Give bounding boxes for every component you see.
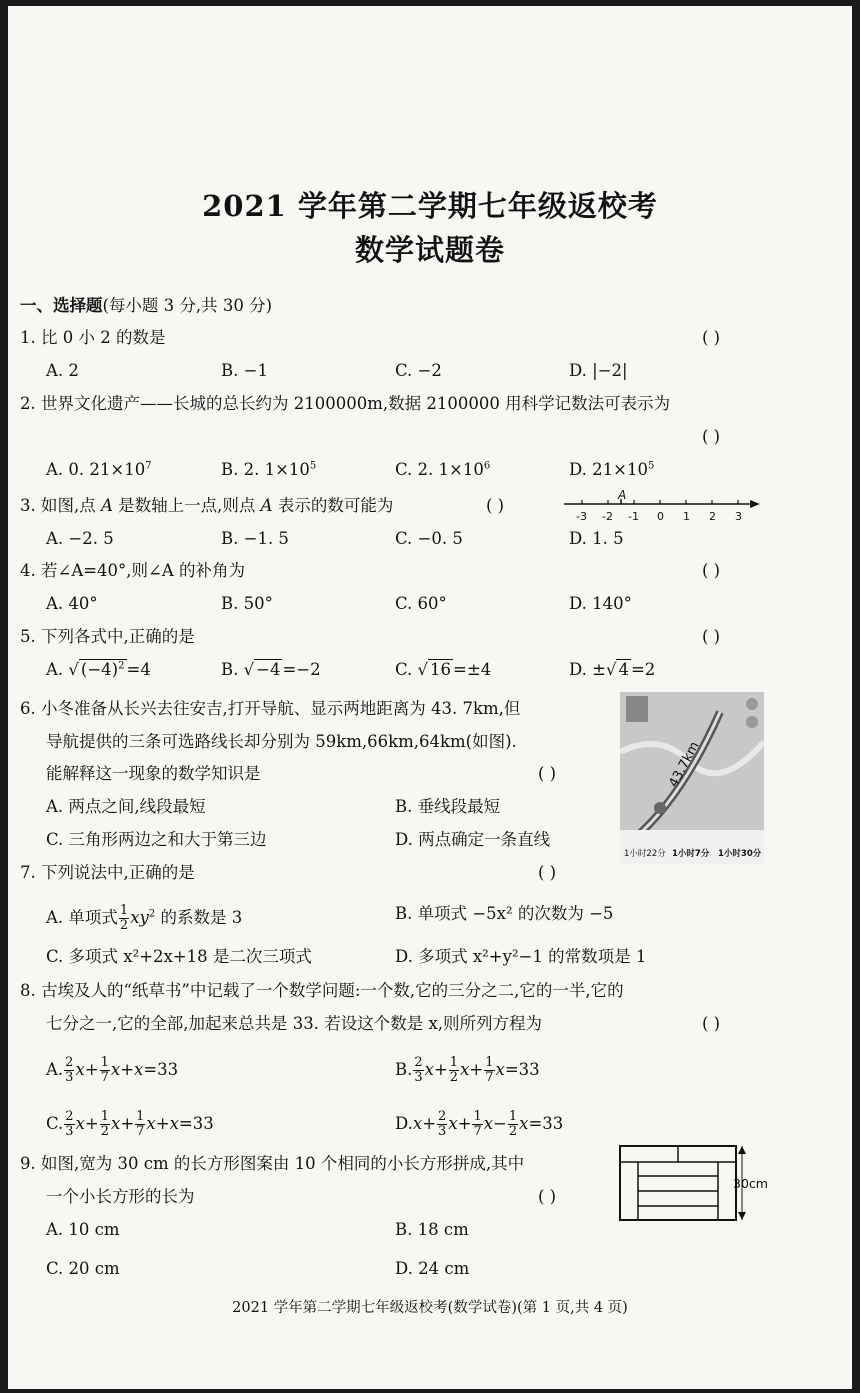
q5-stem: 5. 下列各式中,正确的是 <box>20 627 195 646</box>
q3-option-d: D. 1. 5 <box>569 529 624 548</box>
q6-stem-line2: 导航提供的三条可选路线长却分别为 59km,66km,64km(如图). <box>46 732 517 751</box>
q9-rectangle-figure <box>616 1144 776 1224</box>
q6-option-c: C. 三角形两边之和大于第三边 <box>46 830 267 849</box>
q3-stem: 3. 如图,点 A 是数轴上一点,则点 A 表示的数可能为 <box>20 496 394 515</box>
axis-arrow <box>750 500 760 508</box>
page-footer: 2021 学年第二学期七年级返校考(数学试卷)(第 1 页,共 4 页) <box>232 1300 628 1316</box>
q7-option-a: A. 单项式 $\frac{1}{2}$ $xy^2$ 的系数是 3 <box>46 903 243 933</box>
q8-stem-line2: 七分之一,它的全部,加起来总共是 33. 若设这个数是 x,则所列方程为 <box>46 1014 543 1033</box>
q5-option-c: C. √ 16 =±4 <box>395 660 492 679</box>
q2-option-a: A. 0. $21\times 10^7$ <box>46 460 152 479</box>
map-time-1: 1小时22分 <box>624 849 666 859</box>
q9-option-b: B. 18 cm <box>395 1220 469 1239</box>
point-a-label: A <box>618 490 627 502</box>
q2-option-c: C. 2. $1\times 10^6$ <box>395 460 491 479</box>
q6-option-b: B. 垂线段最短 <box>395 797 501 816</box>
q8-stem-line1: 8. 古埃及人的“纸草书”中记载了一个数学问题:一个数,它的三分之二,它的一半,它的 <box>20 981 624 1000</box>
q2-stem: 2. 世界文化遗产——长城的总长约为 2100000m,数据 2100000 用科学记数法可表示为 <box>20 394 671 413</box>
tick-label: -3 <box>576 510 587 523</box>
q3-number-line <box>560 490 770 524</box>
q2-option-d: D. $21\times 10^5$ <box>569 460 655 479</box>
q4-option-c: C. 60° <box>395 594 447 613</box>
q9-answer-bracket: ( ) <box>538 1187 557 1206</box>
q1-option-b: B. −1 <box>221 361 268 380</box>
q5-option-a: A. √ $(-4)^2 =4$ <box>46 660 151 679</box>
q9-option-c: C. 20 cm <box>46 1259 120 1278</box>
q7-option-c: C. 多项式 x²+2x+18 是二次三项式 <box>46 947 312 966</box>
q9-option-d: D. 24 cm <box>395 1259 470 1278</box>
navigation-map-image <box>620 692 764 864</box>
map-time-3: 1小时30分 <box>718 849 762 859</box>
q4-option-d: D. 140° <box>569 594 632 613</box>
q8-option-a: A. $\frac{2}{3}$ x+ $\frac{1}{7}$ x+x=33 <box>46 1055 179 1085</box>
q6-stem-line1: 6. 小冬准备从长兴去往安吉,打开导航、显示两地距离为 43. 7km,但 <box>20 699 521 718</box>
exam-subtitle: 数学试题卷 <box>354 233 505 267</box>
q5-option-b: B. √ −4 =−2 <box>221 660 321 679</box>
q4-option-b: B. 50° <box>221 594 273 613</box>
exam-page <box>8 6 852 1389</box>
tick-label: -1 <box>628 510 639 523</box>
q6-option-d: D. 两点确定一条直线 <box>395 830 551 849</box>
axis-ticks <box>576 499 742 523</box>
q3-option-b: B. −1. 5 <box>221 529 289 548</box>
q5-option-d: D. ±√ 4 =2 <box>569 660 656 679</box>
map-distance-label: 43.7km <box>666 739 703 790</box>
q1-answer-bracket: ( ) <box>702 328 721 347</box>
section-heading <box>20 296 272 316</box>
tick-label: 3 <box>735 510 742 523</box>
tick-label: 0 <box>657 510 664 523</box>
tick-label: -2 <box>602 510 613 523</box>
q7-option-d: D. 多项式 x²+y²−1 的常数项是 1 <box>395 947 647 966</box>
section-title: 一、选择题 <box>20 296 103 315</box>
q8-option-d: D.x+ $\frac{2}{3}$ x+ $\frac{1}{7}$ x− $\frac{1}{2}$ x=33 <box>395 1109 564 1139</box>
q9-stem-line1: 9. 如图,宽为 30 cm 的长方形图案由 10 个相同的小长方形拼成,其中 <box>20 1154 525 1173</box>
q4-answer-bracket: ( ) <box>702 561 721 580</box>
q4-stem: 4. 若∠A=40°,则∠A 的补角为 <box>20 561 246 580</box>
q8-option-b: B. $\frac{2}{3}$ x+ $\frac{1}{2}$ x+ $\frac{1}{7}$ x=33 <box>395 1055 540 1085</box>
exam-title: 2021 学年第二学期七年级返校考 <box>202 189 658 223</box>
section-note: (每小题 3 分,共 30 分) <box>102 296 273 315</box>
tick-label: 1 <box>683 510 690 523</box>
q1-option-d: D. |−2| <box>569 361 628 380</box>
q2-option-b: B. 2. $1\times 10^5$ <box>221 460 317 479</box>
tick-label: 2 <box>709 510 716 523</box>
q3-answer-bracket: ( ) <box>486 496 505 515</box>
q1-option-a: A. 2 <box>46 361 79 380</box>
q3-option-a: A. −2. 5 <box>46 529 114 548</box>
q9-option-a: A. 10 cm <box>46 1220 120 1239</box>
q7-option-b: B. 单项式 −5x² 的次数为 −5 <box>395 904 614 923</box>
q8-answer-bracket: ( ) <box>702 1014 721 1033</box>
q6-answer-bracket: ( ) <box>538 764 557 783</box>
q6-option-a: A. 两点之间,线段最短 <box>46 797 206 816</box>
width-label: 30cm <box>733 1176 768 1191</box>
q3-option-c: C. −0. 5 <box>395 529 463 548</box>
q8-option-c: C. $\frac{2}{3}$ x+ $\frac{1}{2}$ x+ $\frac{1}{7}$ x+x=33 <box>46 1109 214 1139</box>
q6-stem-line3: 能解释这一现象的数学知识是 <box>46 764 261 783</box>
map-time-2: 1小时7分 <box>672 849 710 859</box>
map-drawing <box>620 692 764 864</box>
q2-answer-bracket: ( ) <box>702 427 721 446</box>
q1-option-c: C. −2 <box>395 361 442 380</box>
q5-answer-bracket: ( ) <box>702 627 721 646</box>
q7-answer-bracket: ( ) <box>538 863 557 882</box>
q7-stem: 7. 下列说法中,正确的是 <box>20 863 195 882</box>
q1-stem: 1. 比 0 小 2 的数是 <box>20 328 166 347</box>
q4-option-a: A. 40° <box>46 594 98 613</box>
q9-stem-line2: 一个小长方形的长为 <box>46 1187 195 1206</box>
